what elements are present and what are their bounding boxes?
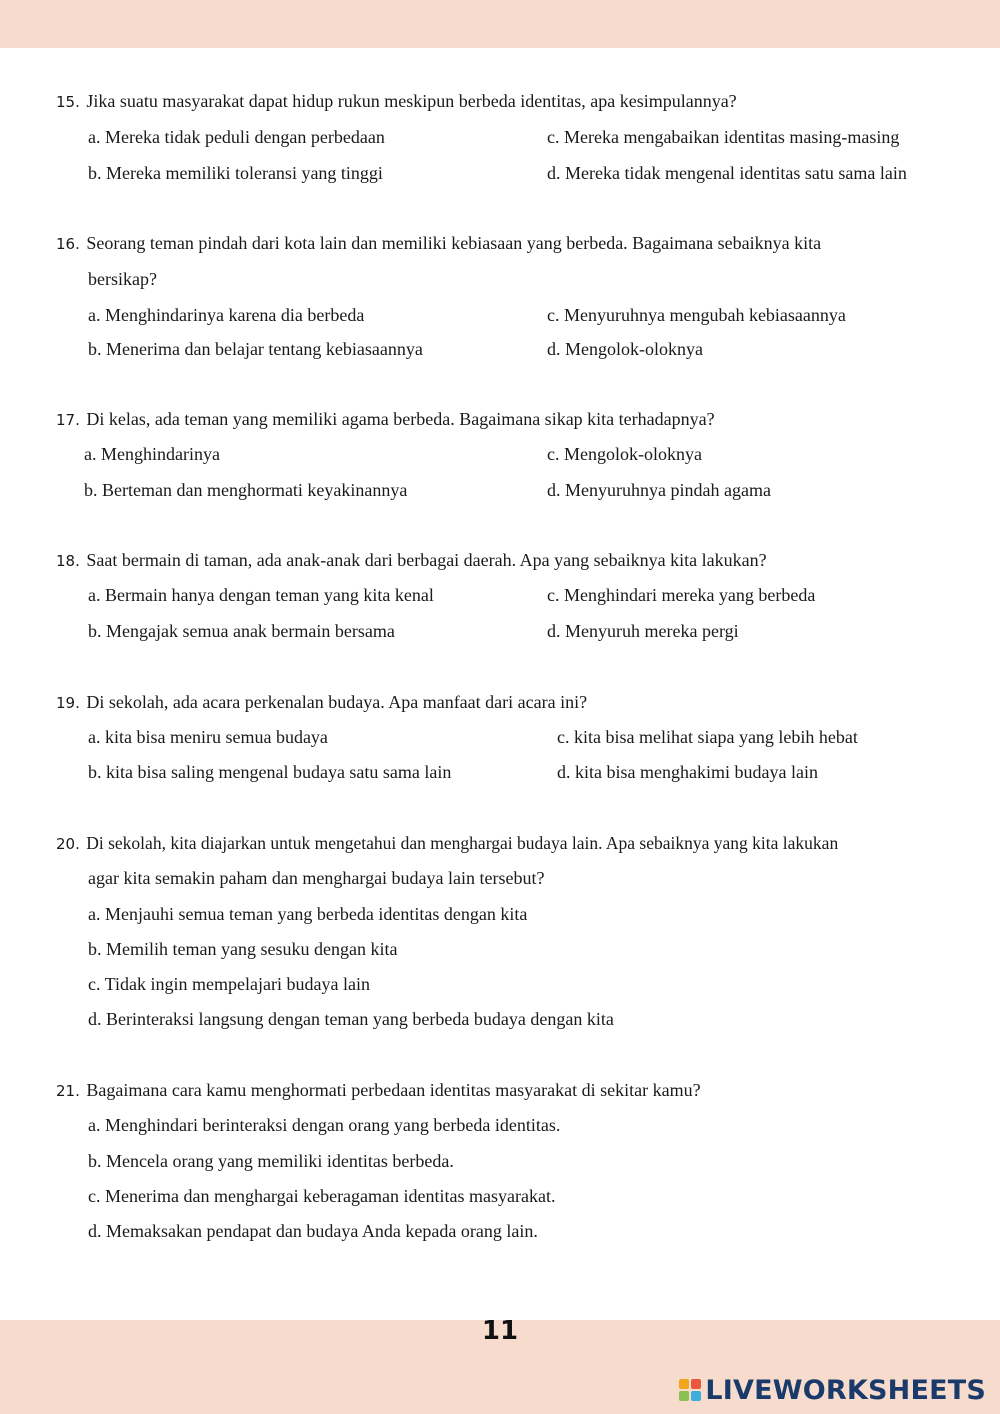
option-d[interactable]: d. Menyuruh mereka pergi [547,621,739,641]
option-a[interactable]: a. kita bisa meniru semua budaya [88,727,328,747]
option-d[interactable]: d. kita bisa menghakimi budaya lain [557,762,818,782]
option-d[interactable]: d. Mereka tidak mengenal identitas satu sama lain [547,163,907,183]
option-b[interactable]: b. kita bisa saling mengenal budaya satu sama lain [88,762,452,782]
option-d[interactable]: d. Mengolok-oloknya [547,339,703,359]
top-band [0,0,1000,48]
question-text: Jika suatu masyarakat dapat hidup rukun meskipun berbeda identitas, apa kesimpulannya? [86,91,737,111]
liveworksheets-brand[interactable] [679,1374,986,1406]
liveworksheets-logo-icon [679,1379,701,1401]
logo-square-3 [679,1391,689,1401]
option-c[interactable]: c. kita bisa melihat siapa yang lebih hebat [557,727,858,747]
option-d[interactable]: d. Berinteraksi langsung dengan teman yang berbeda budaya dengan kita [88,1009,614,1029]
option-c[interactable]: c. Menyuruhnya mengubah kebiasaannya [547,305,846,325]
question-number: 19. [56,694,80,712]
option-a[interactable]: a. Bermain hanya dengan teman yang kita kenal [88,585,434,605]
question-stem [56,232,821,255]
question-number: 16. [56,235,80,253]
option-c[interactable]: c. Menerima dan menghargai keberagaman identitas masyarakat. [88,1186,556,1206]
option-b[interactable]: b. Menerima dan belajar tentang kebiasaannya [88,339,423,359]
question-stem [56,90,737,113]
question-text: Di sekolah, ada acara perkenalan budaya. Apa manfaat dari acara ini? [86,692,588,712]
option-b[interactable]: b. Mereka memiliki toleransi yang tinggi [88,163,383,183]
question-number: 21. [56,1082,80,1100]
logo-square-4 [691,1391,701,1401]
option-c[interactable]: c. Mereka mengabaikan identitas masing-masing [547,127,900,147]
option-c[interactable]: c. Menghindari mereka yang berbeda [547,585,816,605]
question-text: Di sekolah, kita diajarkan untuk mengetahui dan menghargai budaya lain. Apa sebaiknya yang kita lakukan [86,833,839,853]
question-stem [56,691,587,714]
question-number: 18. [56,552,80,570]
brand-name: LIVEWORKSHEETS [705,1374,986,1406]
option-b[interactable]: b. Mengajak semua anak bermain bersama [88,621,395,641]
option-b[interactable]: b. Memilih teman yang sesuku dengan kita [88,939,398,959]
logo-square-2 [691,1379,701,1389]
question-number: 15. [56,93,80,111]
question-stem [56,408,715,431]
option-a[interactable]: a. Menghindarinya karena dia berbeda [88,305,365,325]
question-text-continued: bersikap? [88,269,157,289]
option-a[interactable]: a. Menjauhi semua teman yang berbeda identitas dengan kita [88,904,528,924]
question-number: 20. [56,835,80,853]
logo-square-1 [679,1379,689,1389]
question-stem [56,549,767,572]
page-number: 11 [481,1316,519,1346]
question-text: Bagaimana cara kamu menghormati perbedaan identitas masyarakat di sekitar kamu? [86,1080,701,1100]
question-stem [56,832,838,855]
option-d[interactable]: d. Menyuruhnya pindah agama [547,480,771,500]
question-text: Saat bermain di taman, ada anak-anak dari berbagai daerah. Apa yang sebaiknya kita lakukan? [86,550,767,570]
option-d[interactable]: d. Memaksakan pendapat dan budaya Anda kepada orang lain. [88,1221,538,1241]
question-number: 17. [56,411,80,429]
option-a[interactable]: a. Mereka tidak peduli dengan perbedaan [88,127,385,147]
question-text: Di kelas, ada teman yang memiliki agama berbeda. Bagaimana sikap kita terhadapnya? [86,409,715,429]
option-b[interactable]: b. Mencela orang yang memiliki identitas berbeda. [88,1151,454,1171]
question-stem [56,1079,701,1102]
option-a[interactable]: a. Menghindari berinteraksi dengan orang yang berbeda identitas. [88,1115,561,1135]
question-text: Seorang teman pindah dari kota lain dan memiliki kebiasaan yang berbeda. Bagaimana sebaiknya kita [86,233,822,253]
option-a[interactable]: a. Menghindarinya [84,444,220,464]
option-c[interactable]: c. Tidak ingin mempelajari budaya lain [88,974,370,994]
option-b[interactable]: b. Berteman dan menghormati keyakinannya [84,480,408,500]
question-text-continued: agar kita semakin paham dan menghargai budaya lain tersebut? [88,868,545,888]
option-c[interactable]: c. Mengolok-oloknya [547,444,702,464]
